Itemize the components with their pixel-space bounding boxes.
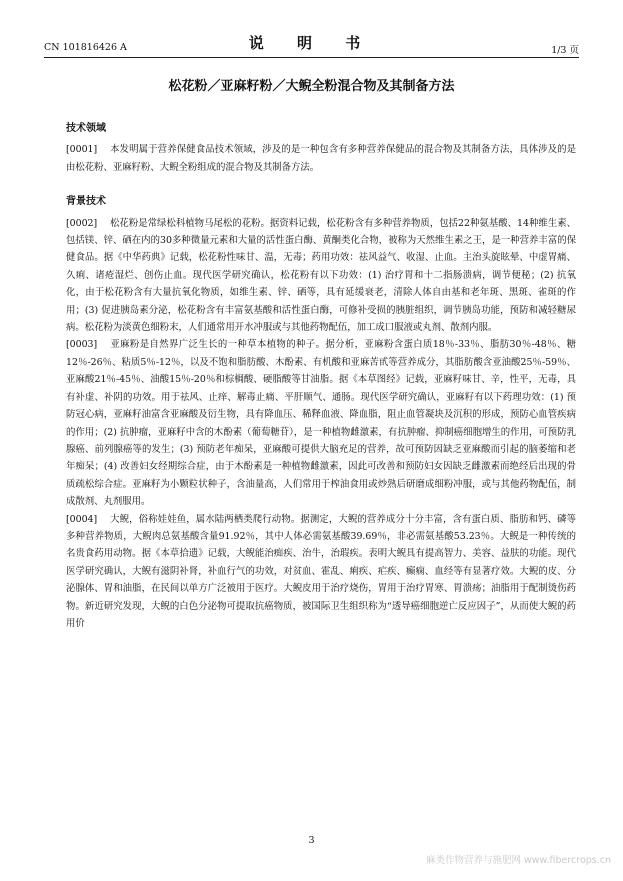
page-fraction: 1/3 页 xyxy=(551,45,579,56)
paragraph-number: [0001] xyxy=(66,144,98,156)
section-heading-technical-field: 技术领域 xyxy=(66,123,106,134)
paragraph-0002 xyxy=(66,215,576,337)
watermark: 麻类作物营养与施肥网 www.fibercrops.cn xyxy=(425,855,611,866)
document-number: CN 101816426 A xyxy=(44,42,127,53)
paragraph-number: [0004] xyxy=(66,513,98,525)
section-heading-background: 背景技术 xyxy=(66,196,106,208)
paragraph-text: 松花粉是常绿松科植物马尾松的花粉。据资料记载，松花粉含有多种营养物质，包括22种氨基酸、14种维生素、包括镁、锌、硒在内的30多种微量元素和大量的活性蛋白酶、黄酮类化合物，被称为天然维生素之王，是一种营养丰富的保健食品。据《中华药典》记载，松花粉性味甘、温，无毒；药用功效：祛风益气、收湿、止血。主治头旋眩晕、中虚胃痛、久痢、诸疮湿烂、创伤止血。现代医学研究确认，松花粉有以下功效：(1) 治疗胃和十二指肠溃病，调节便秘；(2) 抗氧化，由于松花粉含有大量抗氧化物质，如维生素、锌、硒等，具有延缓衰老，清除人体自由基和老年斑、黑斑、雀斑的作用；(3) 促进胰岛素分泌，松花粉含有丰富氨基酸和活性蛋白酶，可修补受损的胰脏组织，调节胰岛功能，预防和减轻糖尿病。松花粉为淡黄色细粉末，人们通常用开水冲服或与其他药物配伍，加工成口服液或丸剂、散剂内服。 xyxy=(66,217,576,334)
header-rule xyxy=(44,57,579,58)
document-title: 松花粉／亚麻籽粉／大鲵全粉混合物及其制备方法 xyxy=(168,79,455,94)
paragraph-0001 xyxy=(66,141,576,176)
document-body xyxy=(66,120,576,632)
paragraph-text: 大鲵，俗称娃娃鱼，属水陆两栖类爬行动物。据测定，大鲵的营养成分十分丰富，含有蛋白质、脂肪和钙、磷等多种营养物质，大鲵肉总氨基酸含量91.92％，其中人体必需氨基酸39.69％，非必需氨基酸53.23％。大鲵是一种传统的名贵食药用动物。据《本草拾遗》记载，大鲵能治痴疾、治牛，治瑕疾。表明大鲵具有提高智力、美容、益肤的功能。现代医学研究确认，大鲵有滋阴补肾，补血行气的功效，对贫血、霍乱、痢疾、疟疾、癫痫、血经等有显著疗效。大鲵的皮、分泌腺体、胃和油脂，在民间以单方广泛被用于医疗。大鲵皮用于治疗烧伤，胃用于治疗胃寒、胃溃疡；油脂用于配制烫伤药物。新近研究发现，大鲵的白色分泌物可提取抗癌物质，被国际卫生组织称为“透导癌细胞逆亡反应因子”，从而使大鲵的药用价 xyxy=(66,513,576,629)
paragraph-number: [0002] xyxy=(66,217,98,229)
paragraph-text: 本发明属于营养保健食品技术领域，涉及的是一种包含有多种营养保健品的混合物及其制备方法，具体涉及的是由松花粉、亚麻籽粉、大鲵全粉组成的混合物及其制备方法。 xyxy=(66,144,576,173)
page-number: 3 xyxy=(308,835,315,846)
page-header xyxy=(44,30,579,56)
paragraph-0003 xyxy=(66,336,576,510)
paragraph-0004 xyxy=(66,511,576,633)
paragraph-number: [0003] xyxy=(66,339,98,351)
document-type: 说 明 书 xyxy=(248,34,375,52)
paragraph-text: 亚麻粉是自然界广泛生长的一种草本植物的种子。据分析，亚麻粉含蛋白质18％-33％、脂肪30％-48％、糖12％-26％、粘质5％-12％，以及不饱和脂肪酸、木酚素、有机酸和亚麻苦甙等营养成分，其脂肪酸含亚油酸25％-59％、亚麻酸21％-45％、油酸15％-20％和棕榈酸、硬脂酸等甘油脂。据《本草图经》记载，亚麻籽味甘、辛，性平，无毒，具有补虚、补阴的功效。用于祛风、止痒、解毒止痛、平肝顺气、通肠。现代医学研究确认，亚麻籽有以下药理功效：(1) 预防冠心病，亚麻籽油富含亚麻酸及衍生物，具有降血压、稀释血液、降血脂，阻止血管凝块及沉积的形成，预防心血管疾病的作用；(2) 抗肿瘤，亚麻籽中含的木酚素（葡萄糖苷），是一种植物雌激素，有抗肿瘤、抑制癌细胞增生的作用，可预防乳腺癌、前列腺癌等的发生；(3) 预防老年痴呆，亚麻酸可提供大脑充足的营养，故可预防因缺乏亚麻酸而引起的脑萎缩和老年痴呆；(4) 改善妇女经期综合症，由于木酚素是一种植物雌激素，因此可改善和预防妇女因缺乏雌激素而绝经后出现的骨质疏松综合症。亚麻籽为小颗粒状种子，含油量高，人们常用于榨油食用或炒熟后研磨成细粉冲服，或与其他药物配伍，制成散剂、丸剂服用。 xyxy=(66,339,576,508)
